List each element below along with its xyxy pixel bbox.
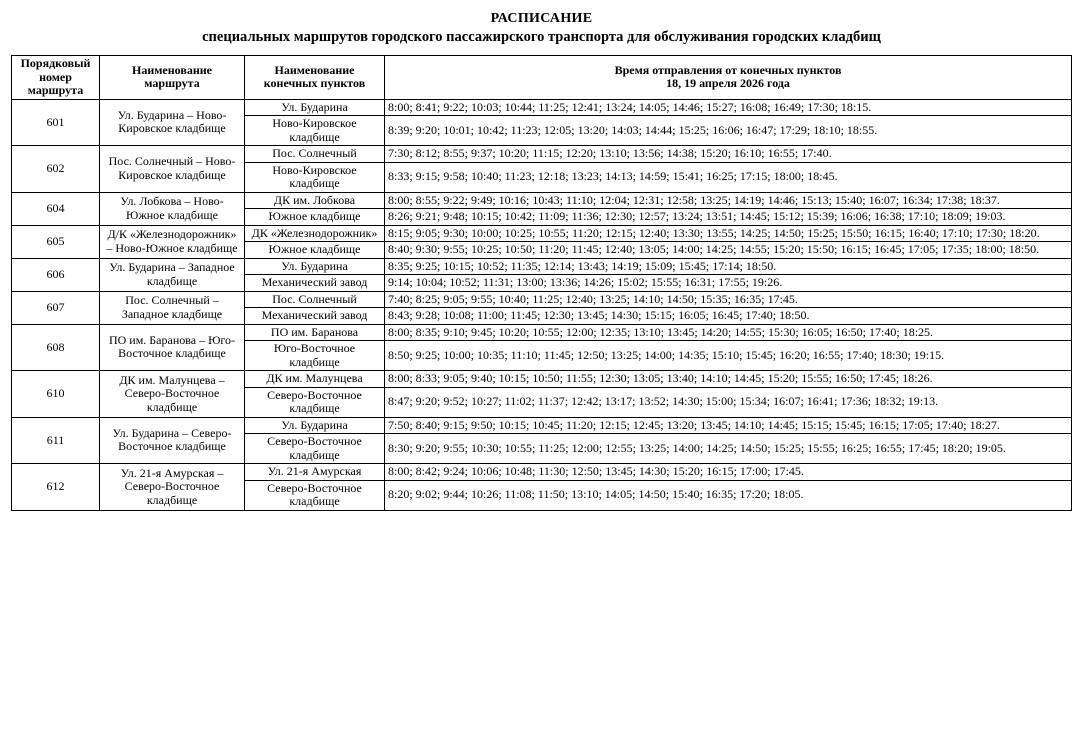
cell-route-number: 607 (12, 291, 100, 324)
cell-endpoint: Ул. Бударина (245, 99, 385, 116)
cell-endpoint: Северо-Восточное кладбище (245, 434, 385, 464)
title-subtitle: специальных маршрутов городского пассажирского транспорта для обслуживания городских кладбищ (202, 29, 881, 45)
table-row (12, 291, 1072, 308)
cell-times: 8:43; 9:28; 10:08; 11:00; 11:45; 12:30; 13:45; 14:30; 15:15; 16:05; 16:45; 17:40; 18:50. (385, 308, 1072, 325)
cell-endpoint: Северо-Восточное кладбище (245, 480, 385, 510)
cell-route-name: Д/К «Железнодорожник» – Ново-Южное кладбище (100, 225, 245, 258)
table-row (12, 464, 1072, 481)
table-row (12, 99, 1072, 116)
cell-endpoint: ПО им. Баранова (245, 324, 385, 341)
cell-endpoint: Ул. 21-я Амурская (245, 464, 385, 481)
cell-times: 8:40; 9:30; 9:55; 10:25; 10:50; 11:20; 11:45; 12:40; 13:05; 14:00; 14:25; 14:55; 15:20; 15:50; 16:15; 16:45; 17:05; 17:35; 18:00; 18:50. (385, 242, 1072, 259)
cell-times: 8:30; 9:20; 9:55; 10:30; 10:55; 11:25; 12:00; 12:55; 13:25; 14:00; 14:25; 14:50; 15:25; 15:55; 16:25; 16:55; 17:45; 18:20; 19:05. (385, 434, 1072, 464)
schedule-table (11, 55, 1072, 511)
cell-endpoint: ДК им. Лобкова (245, 192, 385, 209)
cell-endpoint: ДК «Железнодорожник» (245, 225, 385, 242)
document-title (10, 10, 1073, 47)
cell-route-number: 604 (12, 192, 100, 225)
title-main: РАСПИСАНИЕ (490, 11, 593, 26)
cell-times: 8:35; 9:25; 10:15; 10:52; 11:35; 12:14; 13:43; 14:19; 15:09; 15:45; 17:14; 18:50. (385, 258, 1072, 275)
cell-times: 8:15; 9:05; 9:30; 10:00; 10:25; 10:55; 11:20; 12:15; 12:40; 13:30; 13:55; 14:25; 14:50; 15:25; 15:50; 16:15; 16:40; 17:10; 17:30; 18:20. (385, 225, 1072, 242)
cell-times: 8:00; 8:35; 9:10; 9:45; 10:20; 10:55; 12:00; 12:35; 13:10; 13:45; 14:20; 14:55; 15:30; 16:05; 16:50; 17:40; 18:25. (385, 324, 1072, 341)
cell-endpoint: Юго-Восточное кладбище (245, 341, 385, 371)
cell-route-name: Ул. 21-я Амурская – Северо-Восточное кладбище (100, 464, 245, 511)
cell-times: 8:00; 8:55; 9:22; 9:49; 10:16; 10:43; 11:10; 12:04; 12:31; 12:58; 13:25; 14:19; 14:46; 15:13; 15:40; 16:07; 16:34; 17:38; 18:37. (385, 192, 1072, 209)
cell-endpoint: Пос. Солнечный (245, 291, 385, 308)
cell-route-name: Пос. Солнечный – Западное кладбище (100, 291, 245, 324)
cell-endpoint: Механический завод (245, 275, 385, 292)
cell-times: 8:20; 9:02; 9:44; 10:26; 11:08; 11:50; 13:10; 14:05; 14:50; 15:40; 16:35; 17:20; 18:05. (385, 480, 1072, 510)
cell-times: 8:00; 8:33; 9:05; 9:40; 10:15; 10:50; 11:55; 12:30; 13:05; 13:40; 14:10; 14:45; 15:20; 15:55; 16:50; 17:45; 18:26. (385, 371, 1072, 388)
cell-endpoint: Южное кладбище (245, 209, 385, 226)
table-header (12, 56, 1072, 100)
cell-times: 8:47; 9:20; 9:52; 10:27; 11:02; 11:37; 12:42; 13:17; 13:52; 14:30; 15:00; 15:34; 16:07; 16:41; 17:36; 18:32; 19:13. (385, 387, 1072, 417)
header-departure-times-line2: 18, 19 апреля 2026 года (666, 76, 790, 91)
table-row (12, 225, 1072, 242)
cell-route-number: 611 (12, 417, 100, 464)
cell-endpoint: Ул. Бударина (245, 417, 385, 434)
cell-times: 7:40; 8:25; 9:05; 9:55; 10:40; 11:25; 12:40; 13:25; 14:10; 14:50; 15:35; 16:35; 17:45. (385, 291, 1072, 308)
header-route-name: Наименование маршрута (100, 56, 245, 100)
cell-endpoint: Южное кладбище (245, 242, 385, 259)
table-row (12, 258, 1072, 275)
header-route-number: Порядковый номер маршрута (12, 56, 100, 100)
cell-route-name: Ул. Бударина – Северо-Восточное кладбище (100, 417, 245, 464)
cell-route-number: 605 (12, 225, 100, 258)
header-departure-times-line1: Время отправления от конечных пунктов (614, 62, 842, 77)
cell-route-number: 612 (12, 464, 100, 511)
cell-route-name: ПО им. Баранова – Юго-Восточное кладбище (100, 324, 245, 371)
cell-times: 8:26; 9:21; 9:48; 10:15; 10:42; 11:09; 11:36; 12:30; 12:57; 13:24; 13:51; 14:45; 15:12; 15:39; 16:06; 16:38; 17:10; 18:09; 19:03. (385, 209, 1072, 226)
cell-endpoint: ДК им. Малунцева (245, 371, 385, 388)
cell-route-number: 601 (12, 99, 100, 146)
cell-endpoint: Ул. Бударина (245, 258, 385, 275)
table-body (12, 99, 1072, 510)
table-row (12, 417, 1072, 434)
cell-route-name: Ул. Бударина – Ново-Кировское кладбище (100, 99, 245, 146)
cell-times: 7:30; 8:12; 8:55; 9:37; 10:20; 11:15; 12:20; 13:10; 13:56; 14:38; 15:20; 16:10; 16:55; 17:40. (385, 146, 1072, 163)
table-row (12, 192, 1072, 209)
cell-route-number: 608 (12, 324, 100, 371)
table-row (12, 146, 1072, 163)
cell-route-name: Пос. Солнечный – Ново-Кировское кладбище (100, 146, 245, 193)
cell-route-number: 602 (12, 146, 100, 193)
cell-times: 8:39; 9:20; 10:01; 10:42; 11:23; 12:05; 13:20; 14:03; 14:44; 15:25; 16:06; 16:47; 17:29; 18:10; 18:55. (385, 116, 1072, 146)
header-endpoint-name: Наименование конечных пунктов (245, 56, 385, 100)
cell-endpoint: Пос. Солнечный (245, 146, 385, 163)
cell-times: 9:14; 10:04; 10:52; 11:31; 13:00; 13:36; 14:26; 15:02; 15:55; 16:31; 17:55; 19:26. (385, 275, 1072, 292)
cell-times: 8:00; 8:41; 9:22; 10:03; 10:44; 11:25; 12:41; 13:24; 14:05; 14:46; 15:27; 16:08; 16:49; 17:30; 18:15. (385, 99, 1072, 116)
table-row (12, 371, 1072, 388)
cell-endpoint: Механический завод (245, 308, 385, 325)
cell-times: 8:33; 9:15; 9:58; 10:40; 11:23; 12:18; 13:23; 14:13; 14:59; 15:41; 16:25; 17:15; 18:00; 18:45. (385, 162, 1072, 192)
cell-endpoint: Ново-Кировское кладбище (245, 116, 385, 146)
cell-route-number: 606 (12, 258, 100, 291)
cell-route-number: 610 (12, 371, 100, 418)
cell-times: 8:00; 8:42; 9:24; 10:06; 10:48; 11:30; 12:50; 13:45; 14:30; 15:20; 16:15; 17:00; 17:45. (385, 464, 1072, 481)
cell-times: 7:50; 8:40; 9:15; 9:50; 10:15; 10:45; 11:20; 12:15; 12:45; 13:20; 13:45; 14:10; 14:45; 15:15; 15:45; 16:15; 17:05; 17:40; 18:27. (385, 417, 1072, 434)
cell-endpoint: Северо-Восточное кладбище (245, 387, 385, 417)
cell-route-name: Ул. Лобкова – Ново-Южное кладбище (100, 192, 245, 225)
cell-route-name: ДК им. Малунцева – Северо-Восточное кладбище (100, 371, 245, 418)
table-row (12, 324, 1072, 341)
cell-route-name: Ул. Бударина – Западное кладбище (100, 258, 245, 291)
header-departure-times (385, 56, 1072, 100)
cell-endpoint: Ново-Кировское кладбище (245, 162, 385, 192)
cell-times: 8:50; 9:25; 10:00; 10:35; 11:10; 11:45; 12:50; 13:25; 14:00; 14:35; 15:10; 15:45; 16:20; 16:55; 17:40; 18:30; 19:15. (385, 341, 1072, 371)
